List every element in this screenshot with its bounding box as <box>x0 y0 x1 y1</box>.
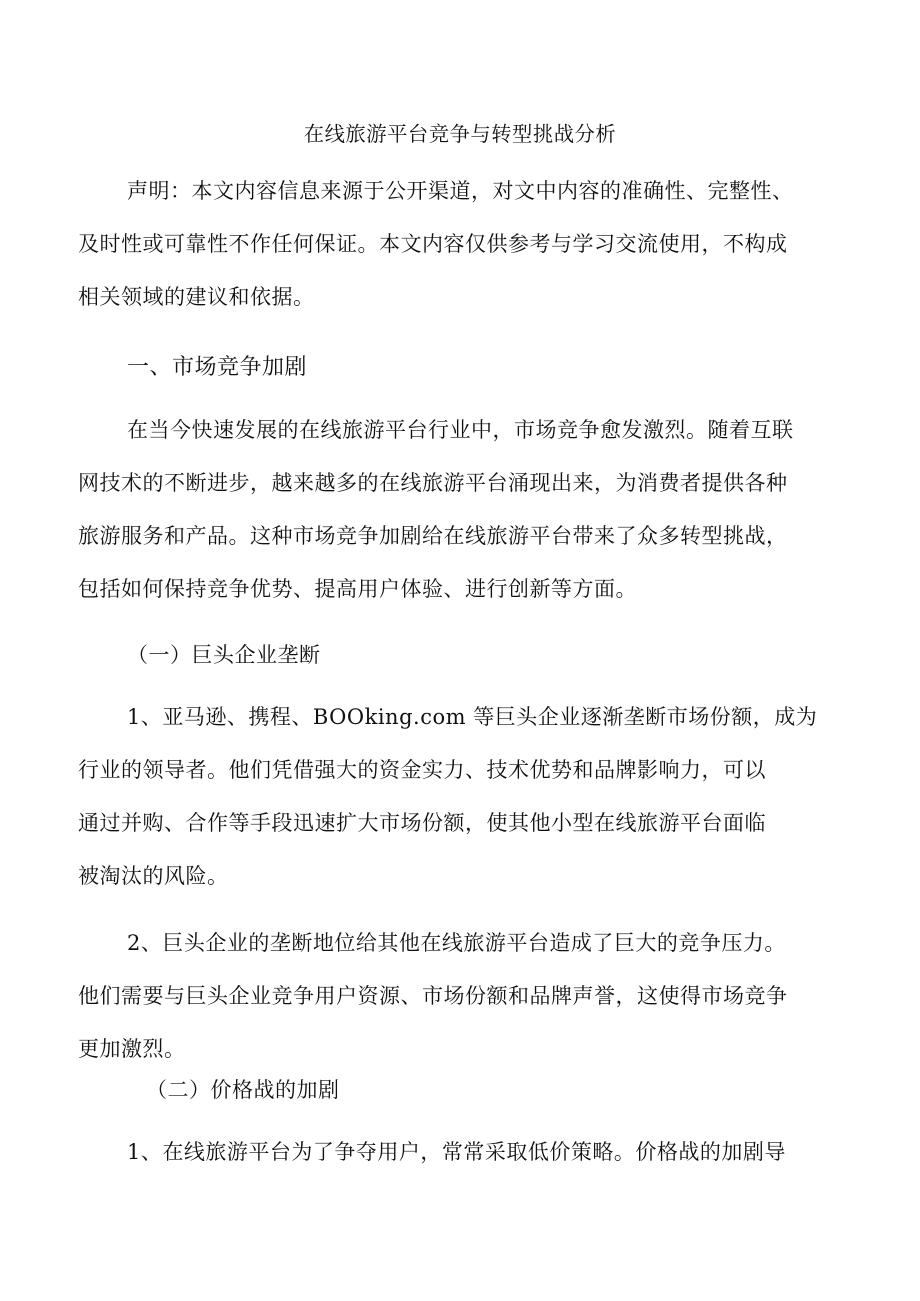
disclaimer-line-1: 声明：本文内容信息来源于公开渠道，对文中内容的准确性、完整性、 <box>127 179 794 203</box>
sub1-item1-line-3: 通过并购、合作等手段迅速扩大市场份额，使其他小型在线旅游平台面临 <box>78 811 766 835</box>
subsection-heading-1: （一）巨头企业垄断 <box>127 643 321 667</box>
disclaimer-line-3: 相关领域的建议和依据。 <box>78 285 315 309</box>
section-heading-1: 一、市场竞争加剧 <box>127 355 308 380</box>
section1-para-line-2: 网技术的不断进步，越来越多的在线旅游平台涌现出来，为消费者提供各种 <box>78 471 788 495</box>
section1-para-line-3: 旅游服务和产品。这种市场竞争加剧给在线旅游平台带来了众多转型挑战， <box>78 524 788 548</box>
disclaimer-line-2: 及时性或可靠性不作任何保证。本文内容仅供参考与学习交流使用，不构成 <box>78 232 788 256</box>
sub1-item2-line-1: 2、巨头企业的垄断地位给其他在线旅游平台造成了巨大的竞争压力。 <box>127 931 786 955</box>
section1-para-line-4: 包括如何保持竞争优势、提高用户体验、进行创新等方面。 <box>78 577 637 601</box>
sub1-item2-line-3: 更加激烈。 <box>78 1037 186 1061</box>
sub1-item1-line-1: 1、亚马逊、携程、BOOking.com 等巨头企业逐渐垄断市场份额，成为 <box>127 705 818 729</box>
sub1-item2-line-2: 他们需要与巨头企业竞争用户资源、市场份额和品牌声誉，这使得市场竞争 <box>78 984 788 1008</box>
sub2-item1-line-1: 1、在线旅游平台为了争夺用户，常常采取低价策略。价格战的加剧导 <box>127 1140 786 1164</box>
document-title: 在线旅游平台竞争与转型挑战分析 <box>303 122 617 146</box>
sub1-item1-line-2: 行业的领导者。他们凭借强大的资金实力、技术优势和品牌影响力，可以 <box>78 758 766 782</box>
section1-para-line-1: 在当今快速发展的在线旅游平台行业中，市场竞争愈发激烈。随着互联 <box>127 418 794 442</box>
subsection-heading-2: （二）价格战的加剧 <box>146 1078 340 1102</box>
sub1-item1-line-4: 被淘汰的风险。 <box>78 864 229 888</box>
